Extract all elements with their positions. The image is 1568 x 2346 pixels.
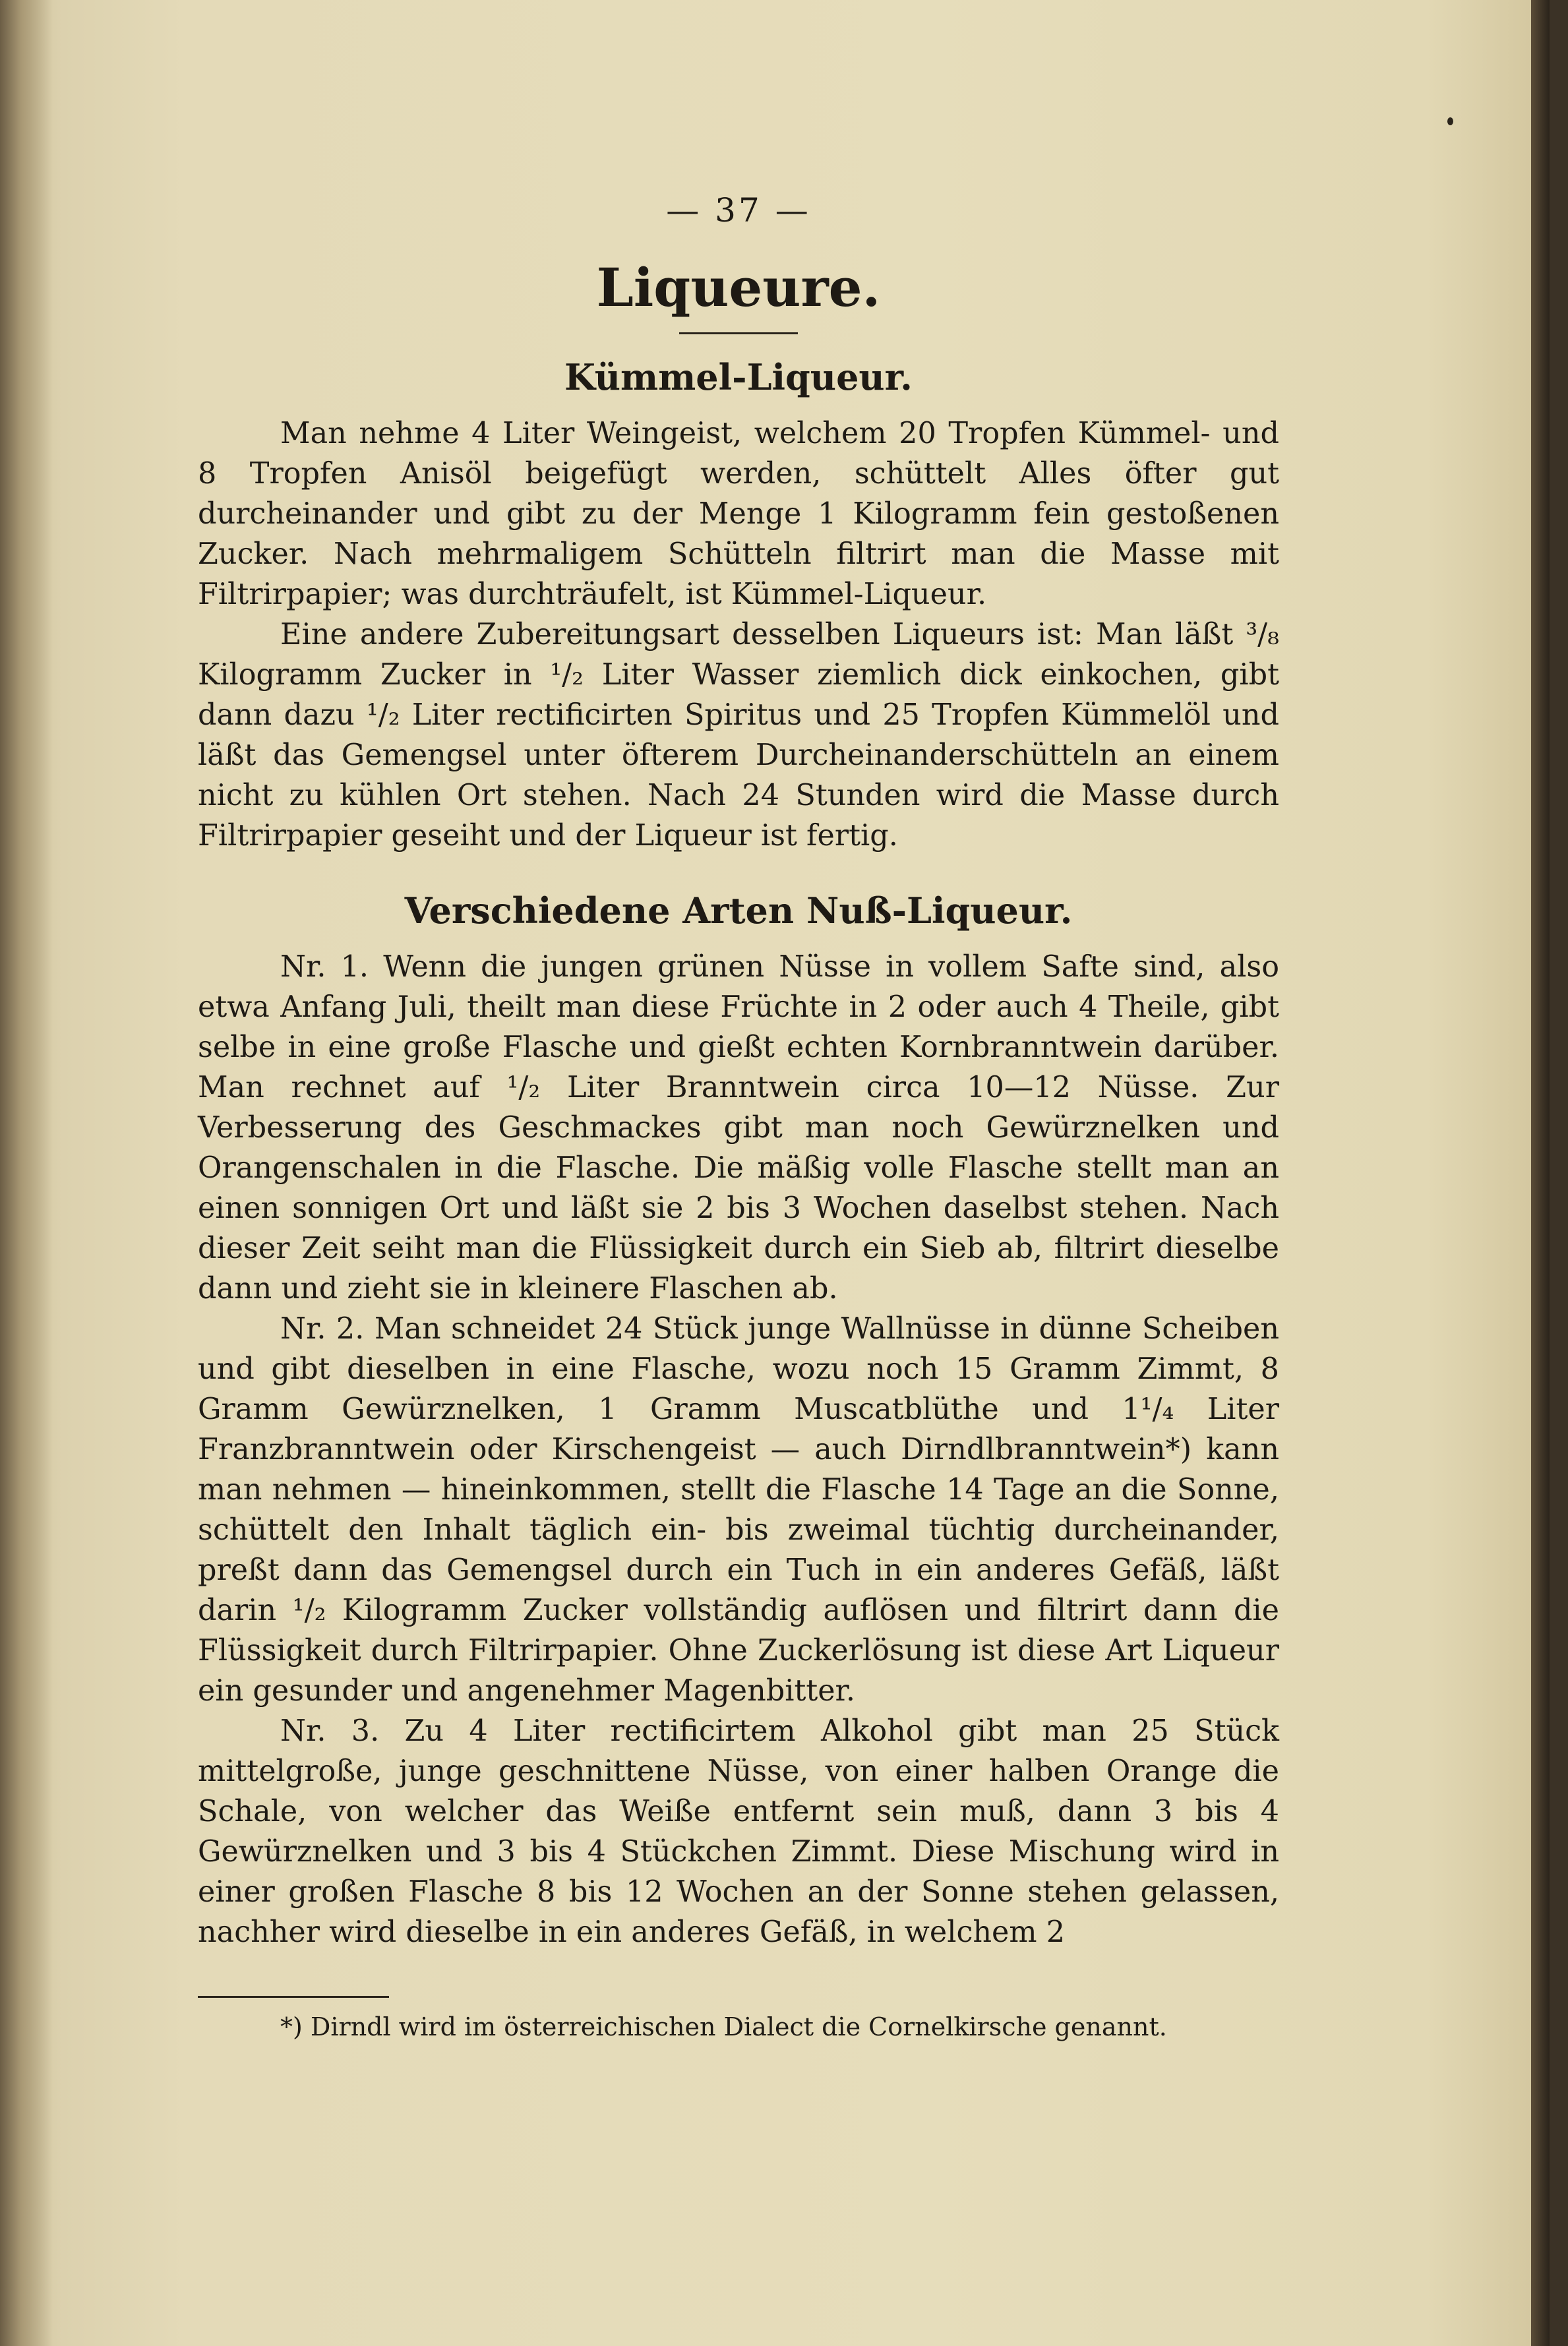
paragraph: Nr. 2. Man schneidet 24 Stück junge Wallnüsse in dünne Scheiben und gibt dieselben in eine Flasche, wozu noch 15 Gramm Zimmt, 8 Gramm Gewürznelken, 1 Gramm Muscatblüthe und 1¹/₄ Liter Franzbranntwein oder Kirschengeist — auch Dirndlbranntwein*) kann man nehmen — hineinkommen, stellt die Flasche 14 Tage an die Sonne, schüttelt den Inhalt täglich ein- bis zweimal tüchtig durcheinander, preßt dann das Gemengsel durch ein Tuch in ein anderes Gefäß, läßt darin ¹/₂ Kilogramm Zucker vollständig auflösen und filtrirt dann die Flüssigkeit durch Filtrirpapier. Ohne Zuckerlösung ist diese Art Liqueur ein gesunder und angenehmer Magenbitter. <box>198 1312 1279 1708</box>
ink-speck <box>1447 117 1453 125</box>
footnote: *) Dirndl wird im österreichischen Dialect die Cornelkirsche genannt. <box>280 2012 1167 2042</box>
book-spine <box>1531 0 1550 2346</box>
title-rule <box>679 332 798 334</box>
page-edge-shadow <box>0 0 53 2346</box>
paragraph: Eine andere Zubereitungsart desselben Liqueurs ist: Man läßt ³/₈ Kilogramm Zucker in ¹/₂ Liter Wasser ziemlich dick einkochen, gibt dann dazu ¹/₂ Liter rectificirten Spiritus und 25 Tropfen Kümmelöl und läßt das Gemengsel unter öfterem Durcheinanderschütteln an einem nicht zu kühlen Ort stehen. Nach 24 Stunden wird die Masse durch Filtrirpapier geseiht und der Liqueur ist fertig. <box>198 618 1279 853</box>
page-content <box>198 191 1279 2045</box>
chapter-title: Liqueure. <box>596 256 881 318</box>
paragraph: Nr. 3. Zu 4 Liter rectificirtem Alkohol gibt man 25 Stück mittelgroße, junge geschnittene Nüsse, von einer halben Orange die Schale, von welcher das Weiße entfernt sein muß, dann 3 bis 4 Gewürznelken und 3 bis 4 Stückchen Zimmt. Diese Mischung wird in einer großen Flasche 8 bis 12 Wochen an der Sonne stehen gelassen, nachher wird dieselbe in ein anderes Gefäß, in welchem 2 <box>198 1714 1279 1950</box>
paragraph: Nr. 1. Wenn die jungen grünen Nüsse in vollem Safte sind, also etwa Anfang Juli, theilt man diese Früchte in 2 oder auch 4 Theile, gibt selbe in eine große Flasche und gießt echten Kornbranntwein darüber. Man rechnet auf ¹/₂ Liter Branntwein circa 10—12 Nüsse. Zur Verbesserung des Geschmackes gibt man noch Gewürznelken und Orangenschalen in die Flasche. Die mäßig volle Flasche stellt man an einen sonnigen Ort und läßt sie 2 bis 3 Wochen daselbst stehen. Nach dieser Zeit seiht man die Flüssigkeit durch ein Sieb ab, filtrirt dieselbe dann und zieht sie in kleinere Flaschen ab. <box>198 950 1279 1306</box>
footnote-rule <box>198 1996 389 1998</box>
section-heading-nuss: Verschiedene Arten Nuß-Liqueur. <box>404 889 1073 932</box>
paragraph: Man nehme 4 Liter Weingeist, welchem 20 Tropfen Kümmel- und 8 Tropfen Anisöl beigefügt werden, schüttelt Alles öfter gut durcheinander und gibt zu der Menge 1 Kilogramm fein gestoßenen Zucker. Nach mehrmaligem Schütteln filtrirt man die Masse mit Filtrirpapier; was durchträufelt, ist Kümmel-Liqueur. <box>198 417 1279 612</box>
section-heading-kuemmel: Kümmel-Liqueur. <box>564 356 913 398</box>
page-number: — 37 — <box>666 191 811 229</box>
